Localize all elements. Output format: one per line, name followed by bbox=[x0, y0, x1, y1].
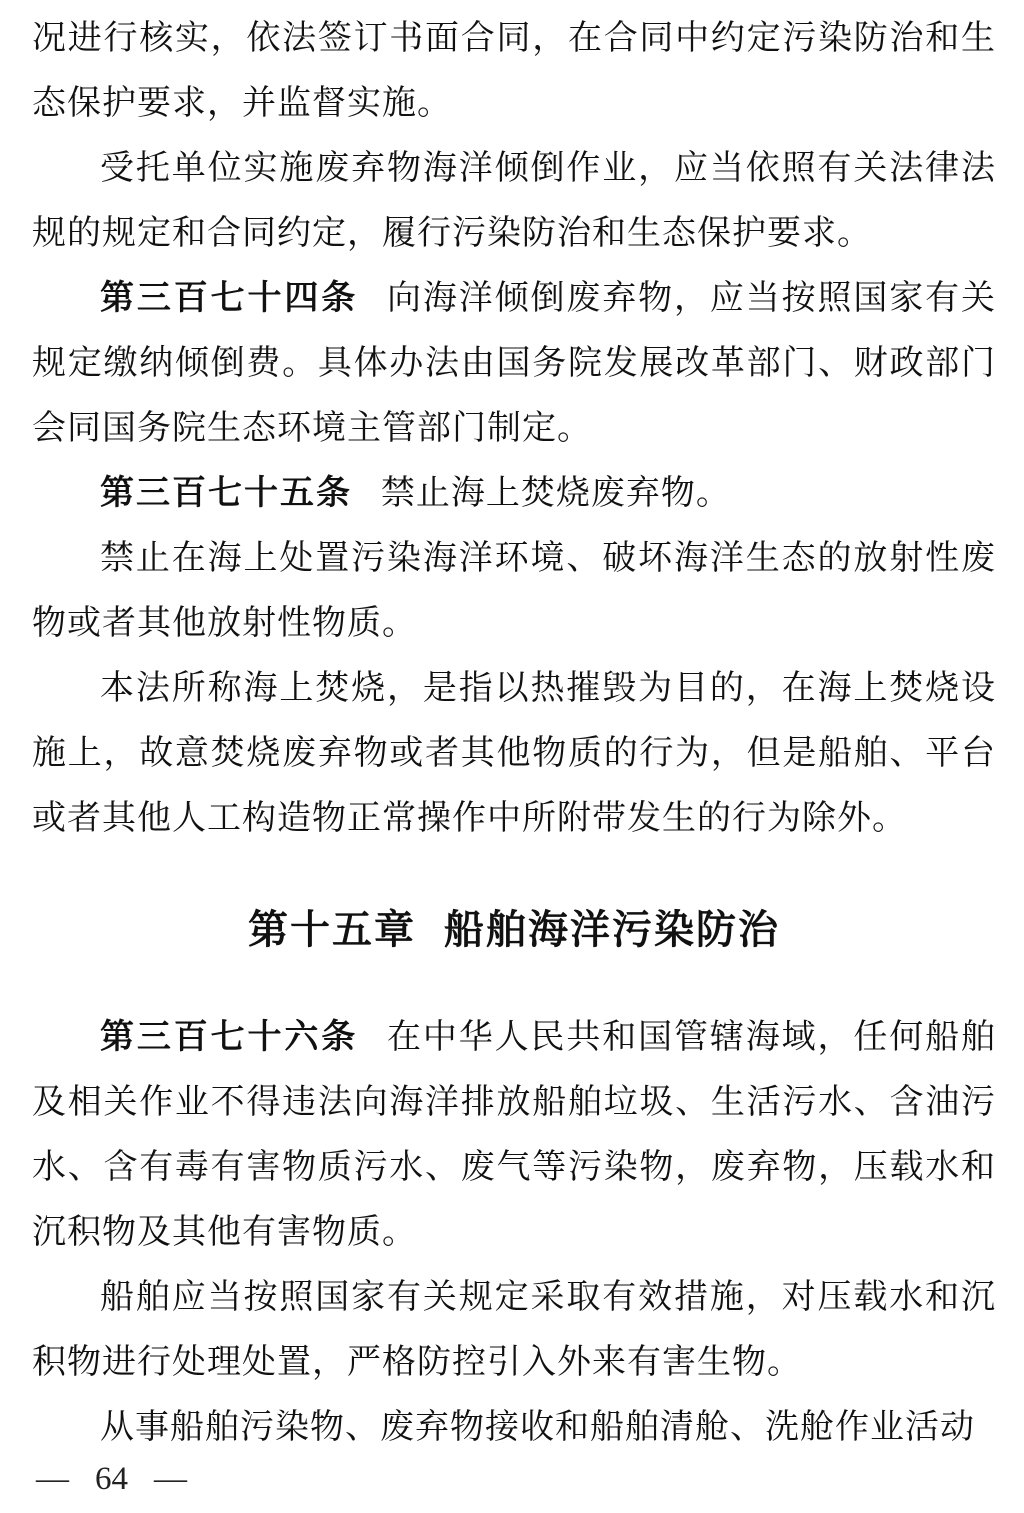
chapter-title: 船舶海洋污染防治 bbox=[444, 908, 780, 952]
paragraph-article-374 bbox=[32, 266, 996, 461]
article-376-text: 在中华人民共和国管辖海域，任何船舶及相关作业不得违法向海洋排放船舶垃圾、生活污水、含油污水、含有毒有害物质污水、废气等污染物，废弃物，压载水和沉积物及其他有害物质。 bbox=[32, 1019, 997, 1251]
chapter-number: 第十五章 bbox=[248, 908, 416, 952]
paragraph-ballast-water: 船舶应当按照国家有关规定采取有效措施，对压载水和沉积物进行处理处置，严格防控引入外来有害生物。 bbox=[32, 1279, 996, 1381]
chapter-heading bbox=[32, 905, 996, 955]
paragraph-article-376 bbox=[32, 1005, 996, 1265]
page-footer bbox=[36, 1461, 187, 1497]
paragraph-continuation: 况进行核实，依法签订书面合同，在合同中约定污染防治和生态保护要求，并监督实施。 bbox=[32, 20, 996, 122]
paragraph-article-375 bbox=[32, 461, 996, 526]
paragraph-radioactive-waste: 禁止在海上处置污染海洋环境、破坏海洋生态的放射性废物或者其他放射性物质。 bbox=[32, 540, 996, 642]
article-376-number: 第三百七十六条 bbox=[100, 1018, 359, 1056]
footer-right-dash: — bbox=[154, 1461, 187, 1497]
article-375-number: 第三百七十五条 bbox=[100, 474, 352, 512]
paragraph-tank-cleaning: 从事船舶污染物、废弃物接收和船舶清舱、洗舱作业活动 bbox=[100, 1409, 975, 1446]
article-375-text: 禁止海上焚烧废弃物。 bbox=[380, 475, 731, 512]
article-374-text: 向海洋倾倒废弃物，应当按照国家有关规定缴纳倾倒费。具体办法由国务院发展改革部门、财政部门会同国务院生态环境主管部门制定。 bbox=[32, 280, 997, 447]
paragraph-incineration-definition: 本法所称海上焚烧，是指以热摧毁为目的，在海上焚烧设施上，故意焚烧废弃物或者其他物质的行为，但是船舶、平台或者其他人工构造物正常操作中所附带发生的行为除外。 bbox=[32, 670, 996, 837]
footer-left-dash: — bbox=[36, 1461, 69, 1497]
page-number: 64 bbox=[95, 1461, 128, 1497]
paragraph-entrusted-unit: 受托单位实施废弃物海洋倾倒作业，应当依照有关法律法规的规定和合同约定，履行污染防治和生态保护要求。 bbox=[32, 150, 996, 252]
article-374-number: 第三百七十四条 bbox=[100, 279, 359, 317]
